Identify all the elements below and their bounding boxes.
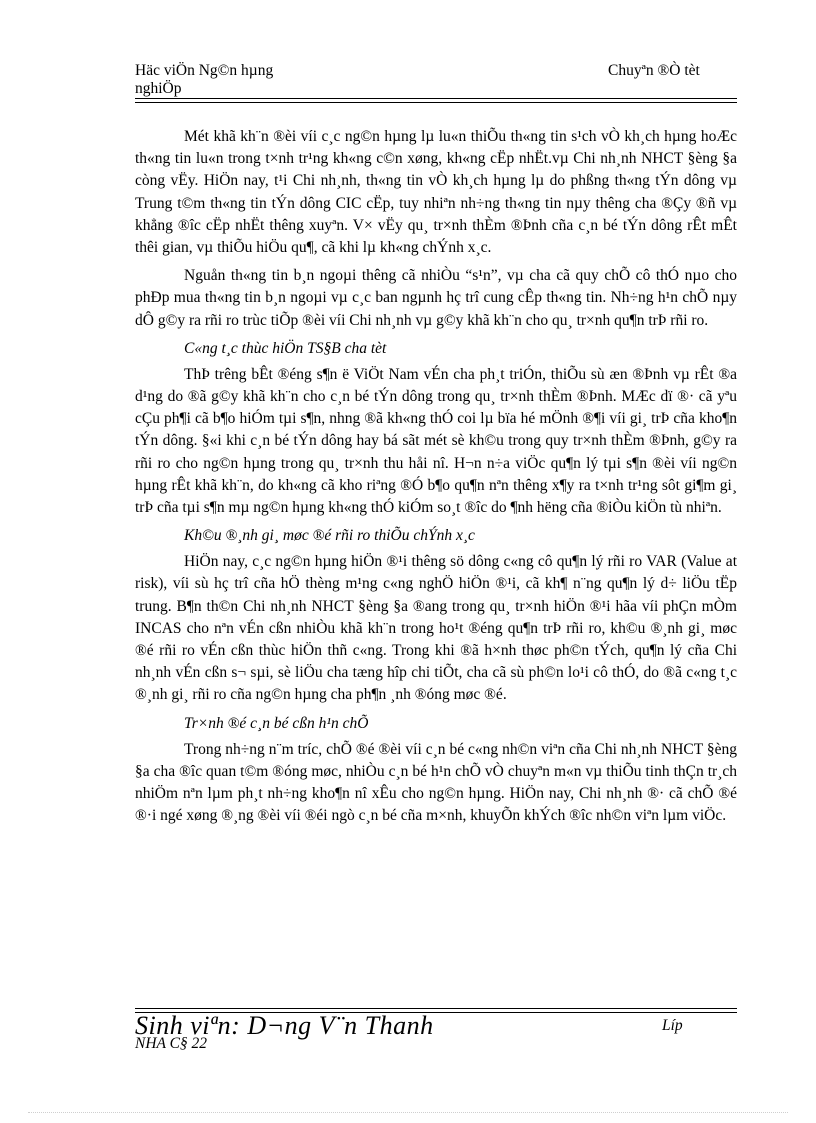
- paragraph: HiÖn nay, c¸c ng©n hµng hiÖn ®¹i thêng sö dông c«ng cô qu¶n lý rñi ro VAR (Value at risk), víi sù hç trî cña hÖ thèng m¹ng c«ng nghÖ hiÖn ®¹i, cã kh¶ n¨ng qu¶n lý d÷ liÖu tËp trung. B¶n th©n Chi nh¸nh NHCT §èng §a ®ang trong qu¸ tr×nh hiÖn ®¹i hãa víi phÇn mÒm INCAS cho nªn vÉn cßn nhiÒu khã kh¨n trong ho¹t ®éng qu¶n trÞ rñi ro, kh©u ®¸nh gi¸ møc ®é rñi ro vÉn cßn thùc hiÖn thñ c«ng. Trong khi ®ã h×nh thøc ph©n tÝch, qu¶n lý cña Chi nh¸nh vÉn cßn s¬ sµi, sè liÖu cha tæng hîp chi tiÕt, cha cã sù ph©n lo¹i cô thÓ, do ®ã c«ng t¸c ®¸nh gi¸ rñi ro cña ng©n hµng cha ph¶n ¸nh ®óng møc ®é.: [135, 553, 737, 704]
- section-subheading: Kh©u ®¸nh gi¸ møc ®é rñi ro thiÕu chÝnh x¸c: [184, 527, 475, 545]
- paragraph: Trong nh÷ng n¨m tríc, chÕ ®é ®èi víi c¸n bé c«ng nh©n viªn cña Chi nh¸nh NHCT §èng §a cha ®îc quan t©m ®óng møc, nhiÒu c¸n bé h¹n chÕ vÒ chuyªn m«n vµ thiÕu tinh thÇn tr¸ch nhiÖm nªn lµm ph¸t nh÷ng kho¶n nî xÊu cho ng©n hµng. HiÖn nay, Chi nh¸nh ®· cã chÕ ®é ®·i ngé xøng ®¸ng ®èi víi ®éi ngò c¸n bé cña m×nh, khuyÕn khÝch ®îc nh©n viªn lµm viÖc.: [135, 740, 737, 825]
- footer-rule-top: [135, 1008, 737, 1009]
- footer-class-label: Líp: [662, 1017, 683, 1034]
- header-rule-bottom: [135, 102, 737, 103]
- body-text: [135, 126, 737, 833]
- header-institution-line1: Häc viÖn Ng©n hµng: [135, 62, 274, 79]
- page-bottom-dotted-line: [28, 1112, 788, 1113]
- paragraph: Mét khã kh¨n ®èi víi c¸c ng©n hµng lµ lu«n thiÕu th«ng tin s¹ch vÒ kh¸ch hµng hoÆc th«ng tin lu«n trong t×nh tr¹ng kh«ng c©n xøng, kh«ng cËp nhËt.vµ Chi nh¸nh NHCT §èng §a còng vËy. HiÖn nay, t¹i Chi nh¸nh, th«ng tin vÒ kh¸ch hµng lµ do phßng th«ng tÝn dông vµ Trung t©m th«ng tin tÝn dông CIC cËp, tuy nhiªn nh÷ng th«ng tin nµy thêng cha ®Çy ®ñ vµ khẳng ®îc cËp nhËt thêng xuyªn. V× vËy qu¸ tr×nh thÈm ®Þnh cña c¸n bé tÝn dông rÊt mÊt thêi gian, vµ thiÕu hiÖu qu¶, cã khi lµ kh«ng chÝnh x¸c.: [135, 128, 737, 257]
- header-rule-top: [135, 98, 737, 99]
- section-subheading: C«ng t¸c thùc hiÖn TS§B cha tèt: [184, 339, 387, 357]
- header-title: Chuyªn ®Ò tèt: [608, 62, 700, 79]
- paragraph: Nguån th«ng tin b¸n ngoµi thêng cã nhiÒu “s¹n”, vµ cha cã quy chÕ cô thÓ nµo cho phÐp mua th«ng tin b¸n ngoµi vµ c¸c ban ngµnh hç trî cung cÊp th«ng tin. Nh÷ng h¹n chÕ nµy dÔ g©y ra rñi ro trùc tiÕp ®èi víi Chi nh¸nh vµ g©y khã kh¨n cho qu¸ tr×nh qu¶n trÞ rñi ro.: [135, 267, 737, 329]
- section-subheading: Tr×nh ®é c¸n bé cßn h¹n chÕ: [184, 714, 369, 732]
- header-institution: [135, 62, 273, 98]
- footer-student-name: Sinh viªn: D¬ng V¨n Thanh: [135, 1011, 434, 1040]
- paragraph: ThÞ trêng bÊt ®éng s¶n ë ViÖt Nam vÉn cha ph¸t triÓn, thiÕu sù æn ®Þnh vµ rÊt ®a d¹ng do ®ã g©y khã kh¨n cho c¸n bé tÝn dông trong qu¸ tr×nh thÈm ®Þnh. MÆc dï ®· cã yªu cÇu ph¶i cã b¶o hiÓm tµi s¶n, nhng ®ã kh«ng thÓ coi lµ bïa hé mÖnh ®¶i víi gi¸ trÞ cña kho¶n tÝn dông. §«i khi c¸n bé tÝn dông hay bá sãt mét sè kh©u trong quy tr×nh thÈm ®Þnh, g©y ra rñi ro cho ng©n hµng trong qu¸ tr×nh thu håi nî. H¬n n÷a viÖc qu¶n lý tµi s¶n ®èi víi ng©n hµng rÊt khã kh¨n, do kh«ng cã kho riªng ®Ó b¶o qu¶n nªn thêng x¶y ra t×nh tr¹ng sôt gi¶m gi¸ trÞ cña tµi s¶n mµ ng©n hµng kh«ng thÓ kiÓm so¸t ®îc do ¶nh hëng cña ®iÒu kiÖn tù nhiªn.: [135, 365, 737, 517]
- footer-class-code: NHA C§ 22: [135, 1035, 208, 1052]
- header-institution-line2: nghiÖp: [135, 80, 182, 97]
